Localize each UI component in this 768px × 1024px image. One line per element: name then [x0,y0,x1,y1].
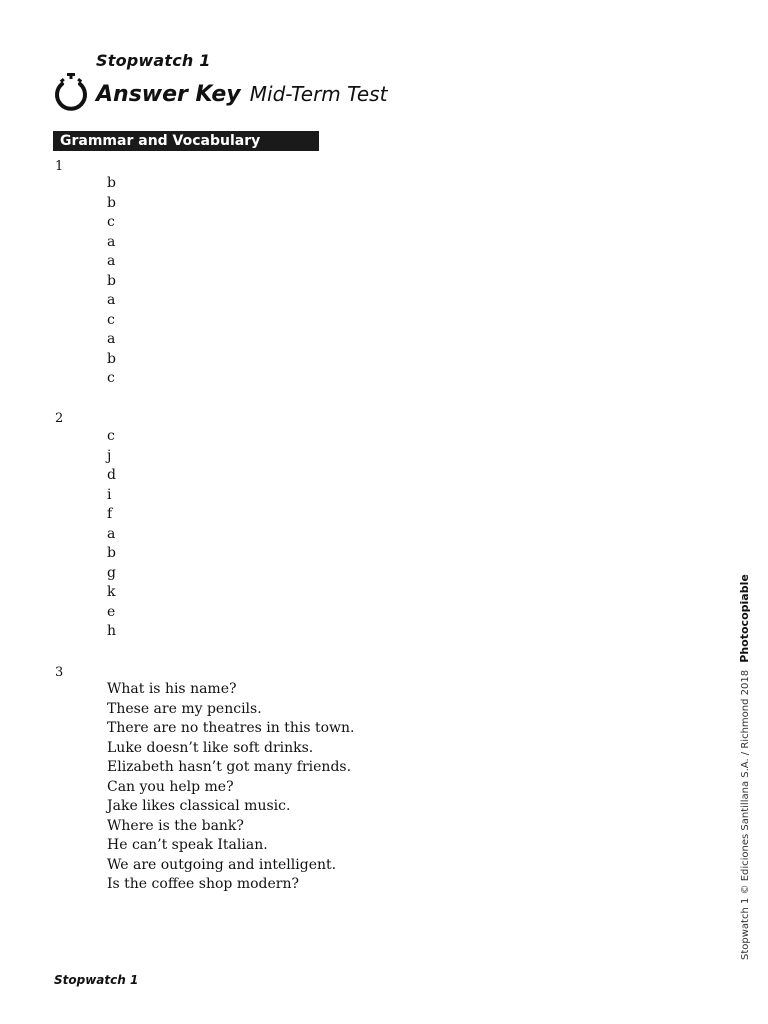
item-answer: b [107,194,116,211]
item-answer: c [107,214,115,230]
item-answer: a [107,233,116,250]
item-answer: c [107,311,115,328]
item-answer: What is his name? [107,681,237,697]
item-answer: c [107,370,115,386]
item-answer: Elizabeth hasn’t got many friends. [107,759,352,775]
item-answer: He can’t speak Italian. [107,837,268,853]
item-answer: Jake likes classical music. [107,798,291,814]
item-answer: g [107,564,116,581]
item-answer: Luke doesn’t like soft drinks. [107,739,314,756]
item-answer: Can you help me? [107,778,234,795]
item-answer: k [107,584,116,600]
copyright-sidebar [738,574,751,960]
item-answer: h [107,623,117,639]
item-answer: b [107,272,116,289]
item-answer: a [107,525,116,542]
item-answer: Where is the bank? [107,817,244,834]
title-answer-key: Answer Key [96,82,241,107]
item-answer: e [107,603,116,620]
item-answer: Is the coffee shop modern? [107,876,299,892]
page-title [96,82,387,107]
item-answer: There are no theatres in this town. [107,720,355,736]
item-answer: f [107,506,113,522]
item-answer: a [107,253,116,269]
stopwatch-icon [53,72,89,112]
item-answer: a [107,331,116,347]
section-heading: Grammar and Vocabulary [53,131,319,151]
item-answer: j [107,447,112,464]
brand-logo-footer: Stopwatch 1 [54,973,139,987]
item-answer: These are my pencils. [107,700,262,717]
brand-logo-top: Stopwatch 1 [96,51,211,70]
exercise-number: 3 [55,665,64,680]
photocopiable-label: Photocopiable [738,574,751,663]
item-answer: b [107,545,116,561]
item-answer: We are outgoing and intelligent. [107,856,337,873]
title-test-name: Mid-Term Test [249,82,388,106]
item-answer: b [107,175,116,191]
exercise-number: 1 [55,159,64,174]
item-answer: b [107,350,116,367]
exercise-number: 2 [55,411,64,426]
item-answer: a [107,292,116,308]
item-answer: d [107,467,116,483]
item-answer: c [107,428,115,444]
copyright-text: Stopwatch 1 © Ediciones Santillana S.A. / Richmond 2018 [740,669,751,960]
item-answer: i [107,486,112,503]
